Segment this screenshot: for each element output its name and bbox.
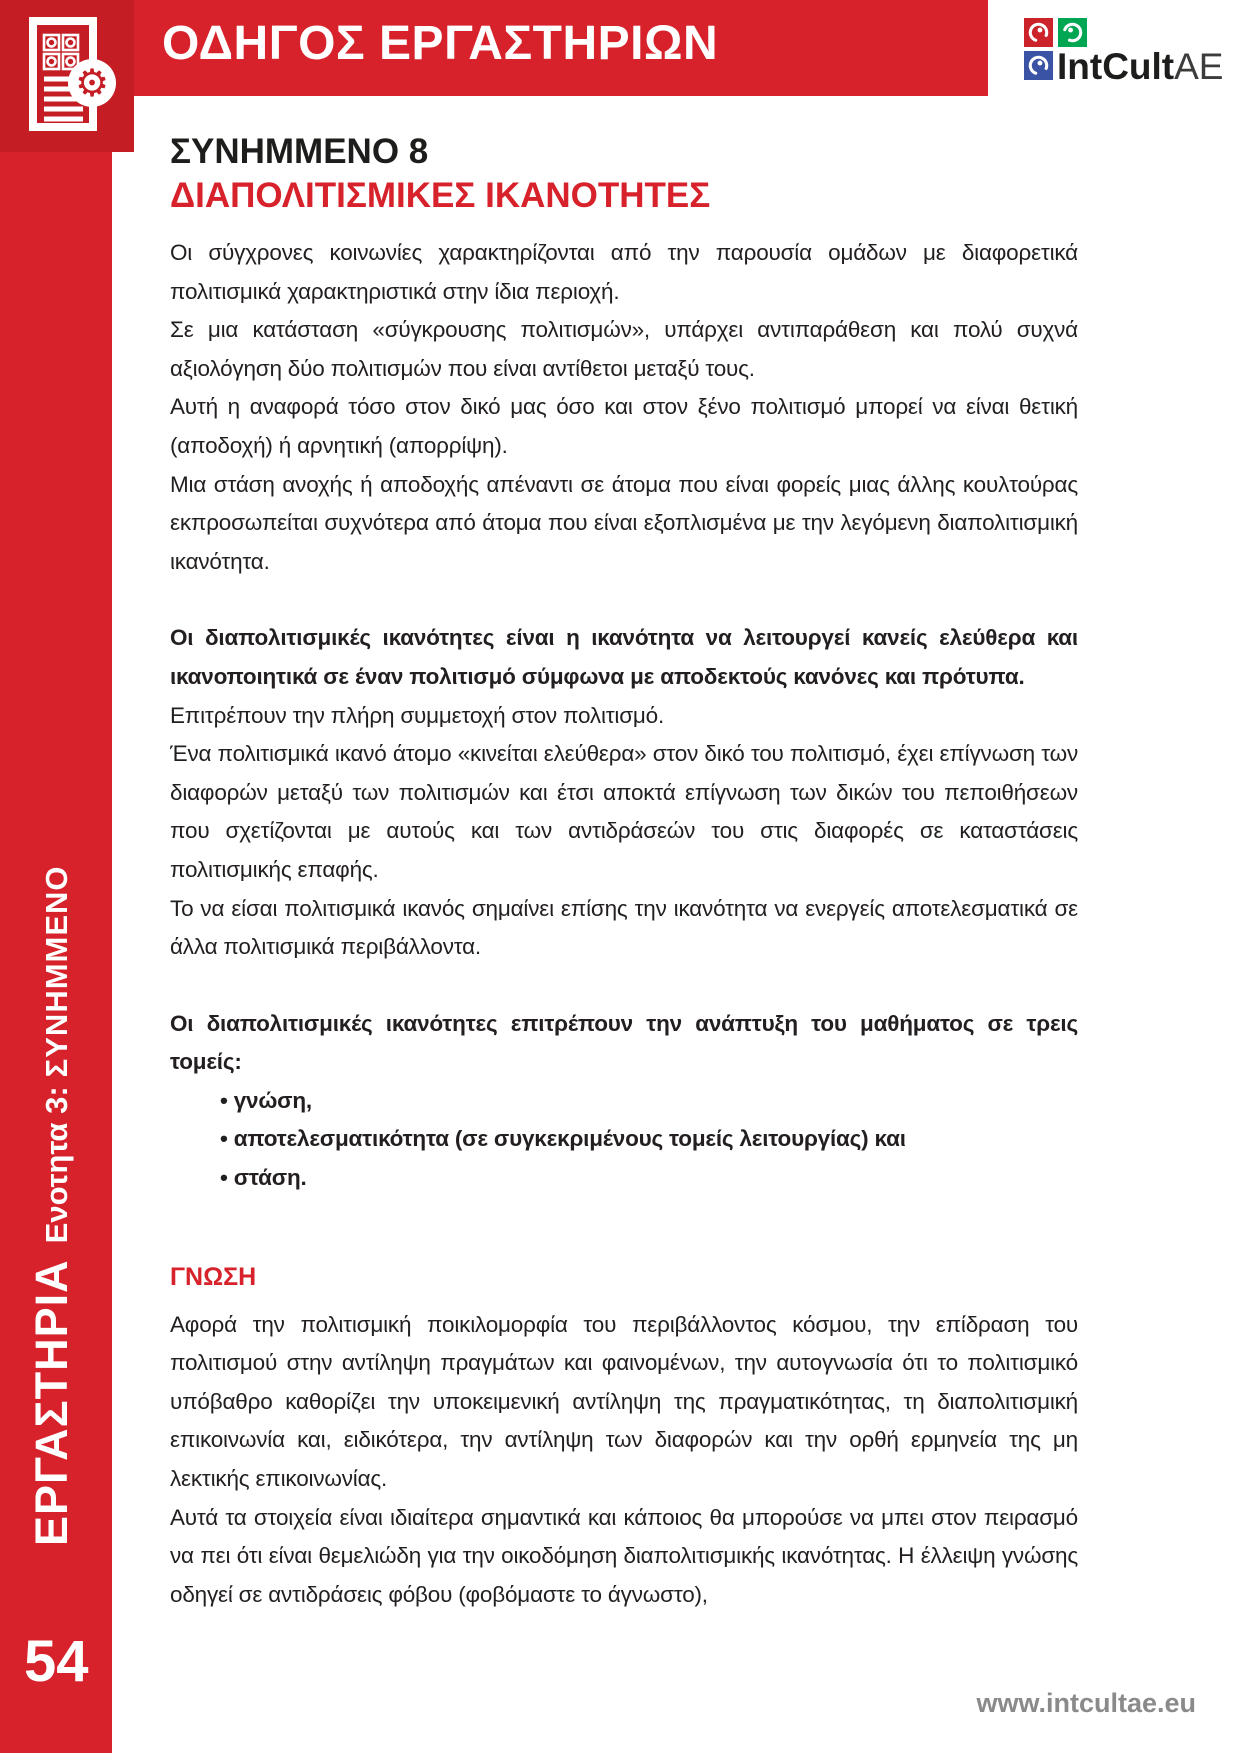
brand-name-bold: IntCult <box>1057 46 1175 87</box>
paragraph: Οι σύγχρονες κοινωνίες χαρακτηρίζονται από την παρουσία ομάδων με διαφορετικά πολιτισμικά χαρακτηριστικά στην ίδια περιοχή. <box>170 240 1078 304</box>
list-item: • αποτελεσματικότητα (σε συγκεκριμένους τομείς λειτουργίας) και <box>170 1120 1078 1159</box>
intcultae-logo <box>1024 18 1224 88</box>
header-band <box>0 0 988 96</box>
lead-paragraph-domains: Οι διαπολιτισμικές ικανότητες επιτρέπουν την ανάπτυξη του μαθήματος σε τρεις τομείς: <box>170 1010 1078 1075</box>
section-title: ΔΙΑΠΟΛΙΤΙΣΜΙΚΕΣ ΙΚΑΝΟΤΗΤΕΣ <box>170 176 711 215</box>
paragraph: Το να είσαι πολιτισμικά ικανός σημαίνει επίσης την ικανότητα να ενεργείς αποτελεσματικά σε άλλα πολιτισμικά περιβάλλοντα. <box>170 895 1078 960</box>
page-title: ΟΔΗΓΟΣ ΕΡΓΑΣΤΗΡΙΩΝ <box>162 17 719 70</box>
workshop-guide-logo <box>0 0 134 152</box>
face-icon-red <box>1024 18 1053 47</box>
main-content <box>170 130 1078 1614</box>
paragraph: Αυτή η αναφορά τόσο στον δικό μας όσο και στον ξένο πολιτισμό μπορεί να είναι θετική (αποδοχή) ή αρνητική (απορρίψη). <box>170 394 1078 458</box>
list-item: • γνώση, <box>170 1082 1078 1121</box>
paragraph: Αυτά τα στοιχεία είναι ιδιαίτερα σημαντικά και κάποιος θα μπορούσε να μπει στον πειρασμό να πει ότι είναι θεμελιώδη για την οικοδόμηση διαπολιτισμικής ικανότητας. Η έλλειψη γνώσης οδηγεί σε αντιδράσεις φόβου (φοβόμαστε το άγνωστο), <box>170 1504 1078 1607</box>
list-item: • στάση. <box>170 1159 1078 1198</box>
knowledge-section-heading: ΓΝΩΣΗ <box>170 1262 257 1291</box>
website-url: www.intcultae.eu <box>976 1688 1196 1718</box>
sidebar-label-unit: Ενοτητα 3: <box>39 1086 74 1244</box>
face-icon-green <box>1058 18 1087 47</box>
paragraph: Μια στάση ανοχής ή αποδοχής απέναντι σε άτομα που είναι φορείς μιας άλλης κουλτούρας εκπροσωπείται συχνότερα από άτομα που είναι εξοπλισμένα με την λεγόμενη διαπολιτισμική ικανότητα. <box>170 471 1078 574</box>
face-icon-blue <box>1024 51 1053 80</box>
paragraph: Ένα πολιτισμικά ικανό άτομο «κινείται ελεύθερα» στον δικό του πολιτισμό, έχει επίγνωση των διαφορών μεταξύ των πολιτισμών και έτσι αποκτά επίγνωση των δικών του πεποιθήσεων που σχετίζονται με αυτούς και των αντιδράσεών του στις διαφορές σε καταστάσεις πολιτισμικής επαφής. <box>170 741 1078 882</box>
sidebar-vertical-label <box>26 865 89 1546</box>
paragraph: Αφορά την πολιτισμική ποικιλομορφία του περιβάλλοντος κόσμου, την επίδραση του πολιτισμού στην αντίληψη πραγμάτων και φαινομένων, την αυτογνωσία ότι το πολιτισμικό υπόβαθρο καθορίζει την υποκειμενική αντίληψη της πραγματικότητας, τη διαπολιτισμική επικοινωνία και, ειδικότερα, την αντίληψη των διαφορών και την ορθή ερμηνεία της μη λεκτικής επικοινωνίας. <box>170 1311 1078 1492</box>
sidebar-label-workshops: ΕΡΓΑΣΤΗΡΙΑ <box>26 1259 77 1546</box>
paragraph: Επιτρέπουν την πλήρη συμμετοχή στον πολιτισμό. <box>170 702 665 728</box>
brand-name-light: AE <box>1174 46 1224 87</box>
brand-name <box>1057 48 1223 85</box>
document-gear-icon <box>17 13 117 139</box>
attachment-heading: ΣΥΝΗΜΜΕΝΟ 8 <box>170 132 429 171</box>
svg-text:⚙: ⚙ <box>74 61 110 105</box>
lead-paragraph-definition: Οι διαπολιτισμικές ικανότητες είναι η ικανότητα να λειτουργεί κανείς ελεύθερα και ικανοποιητικά σε έναν πολιτισμό σύμφωνα με αποδεκτούς κανόνες και πρότυπα. <box>170 625 1078 689</box>
sidebar-label-attachment: ΣΥΝΗΜΜΕΝΟ <box>39 865 74 1078</box>
paragraph: Σε μια κατάσταση «σύγκρουσης πολιτισμών», υπάρχει αντιπαράθεση και πολύ συχνά αξιολόγηση δύο πολιτισμών που είναι αντίθετοι μεταξύ τους. <box>170 317 1078 381</box>
page-number: 54 <box>24 1629 89 1694</box>
